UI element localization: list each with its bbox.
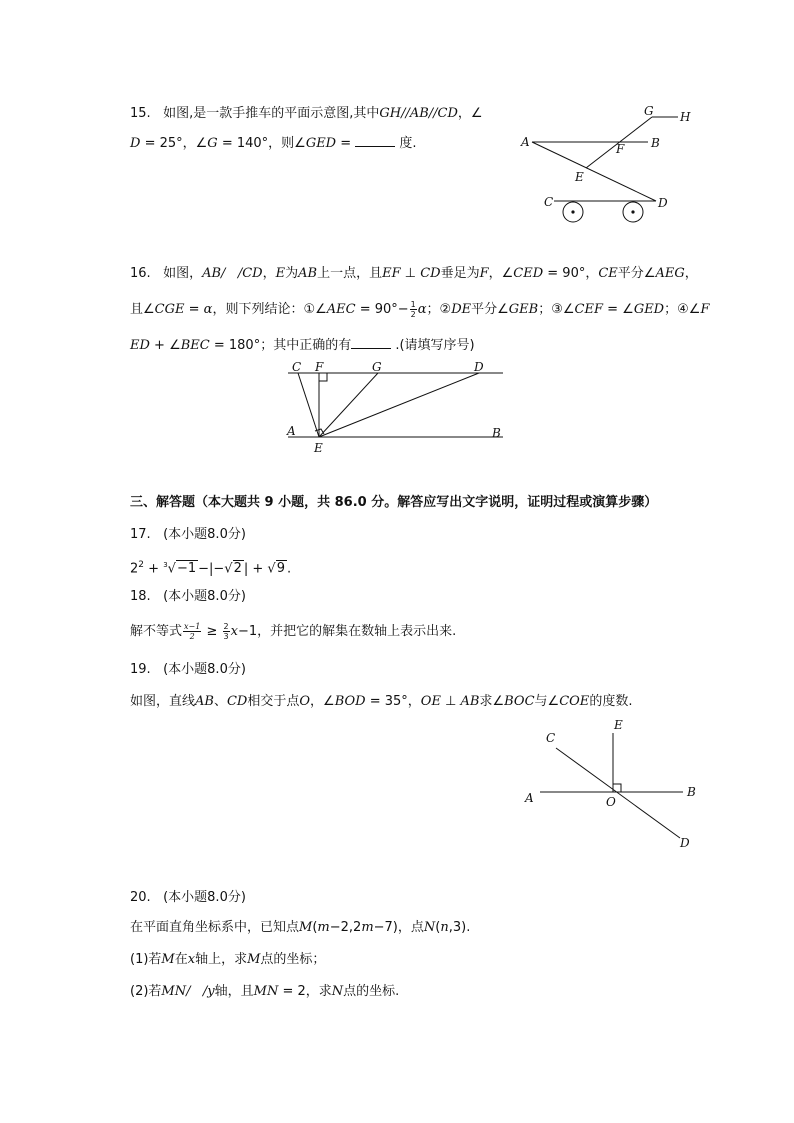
q15-label-c: C <box>544 195 554 209</box>
q15-label-a: A <box>521 135 530 149</box>
q15-label-g: G <box>644 104 654 118</box>
q16-label-g: G <box>372 360 382 374</box>
q18-text: 解不等式 $\frac{x-1}{2}$ ≥ $\frac{2}{3}$ x−1，并把它的解集在数轴上表示出来. <box>130 622 457 641</box>
q19-label-b: B <box>687 785 696 799</box>
q16-label-e: E <box>314 441 323 455</box>
q16-number: 16. <box>130 266 151 281</box>
q19-header: 19. (本小题8.0分) <box>130 662 246 677</box>
q16-line-3: ED + ∠BEC = 180°；其中正确的有 .(请填写序号) <box>130 338 475 353</box>
q19-text: 如图，直线AB、CD相交于点O，∠BOD = 35°，OE ⊥ AB求∠BOC与∠COE的度数. <box>130 694 633 709</box>
q15-label-f: F <box>616 142 625 156</box>
q16-line-2: 且∠CGE = α，则下列结论：①∠AEC = 90°− $\frac{1}{2}$ α；②DE平分∠GEB；③∠CEF = ∠GED；④∠F <box>130 300 710 319</box>
q16-fraction-half: $\frac{1}{2}$ <box>410 300 416 319</box>
q17-number: 17. <box>130 527 151 542</box>
q15-label-d: D <box>658 196 668 210</box>
q15-number: 15. <box>130 106 151 121</box>
q19-label-c: C <box>546 731 556 745</box>
q20-number: 20. <box>130 890 151 905</box>
q19-number: 19. <box>130 662 151 677</box>
q15-label-h: H <box>680 110 691 124</box>
q20-line-1: 在平面直角坐标系中，已知点M(m−2,2m−7)，点N(n,3). <box>130 920 471 935</box>
q18-fraction-2: $\frac{2}{3}$ <box>223 622 229 641</box>
q20-header: 20. (本小题8.0分) <box>130 890 246 905</box>
q15-label-e: E <box>575 170 584 184</box>
q20-line-2: (1)若M在x轴上，求M点的坐标； <box>130 952 326 967</box>
q19-label-e: E <box>614 718 623 732</box>
q18-number: 18. <box>130 589 151 604</box>
q19-label-d: D <box>680 836 690 850</box>
q17-expression: $2^2 + ^3√-1 -|-√2$ | + √9 . <box>130 560 292 577</box>
q18-fraction-1: $\frac{x-1}{2}$ <box>184 622 201 641</box>
q17-header: 17. (本小题8.0分) <box>130 527 246 542</box>
q16-label-a: A <box>287 424 296 438</box>
q20-line-3: (2)若MN/ /y轴，且MN = 2，求N点的坐标. <box>130 984 400 999</box>
q16-line-1: 16. 如图，AB/ /CD，E为AB上一点，且EF ⊥ CD垂足为F，∠CED = 90°，CE平分∠AEG， <box>130 266 698 281</box>
q15-line-2: D = 25°，∠G = 140°，则∠GED = 度. <box>130 136 417 151</box>
q16-label-d: D <box>474 360 484 374</box>
q18-header: 18. (本小题8.0分) <box>130 589 246 604</box>
q16-label-b: B <box>492 426 501 440</box>
section-3-heading: 三、解答题（本大题共 9 小题，共 86.0 分。解答应写出文字说明，证明过程或演算步骤） <box>130 495 658 510</box>
q16-label-c: C <box>292 360 302 374</box>
q16-label-f: F <box>315 360 324 374</box>
q15-label-b: B <box>651 136 660 150</box>
q15-line-1: 15. 如图,是一款手推车的平面示意图,其中GH//AB//CD，∠ <box>130 106 483 121</box>
q19-label-o: O <box>606 795 616 809</box>
q19-label-a: A <box>525 791 534 805</box>
